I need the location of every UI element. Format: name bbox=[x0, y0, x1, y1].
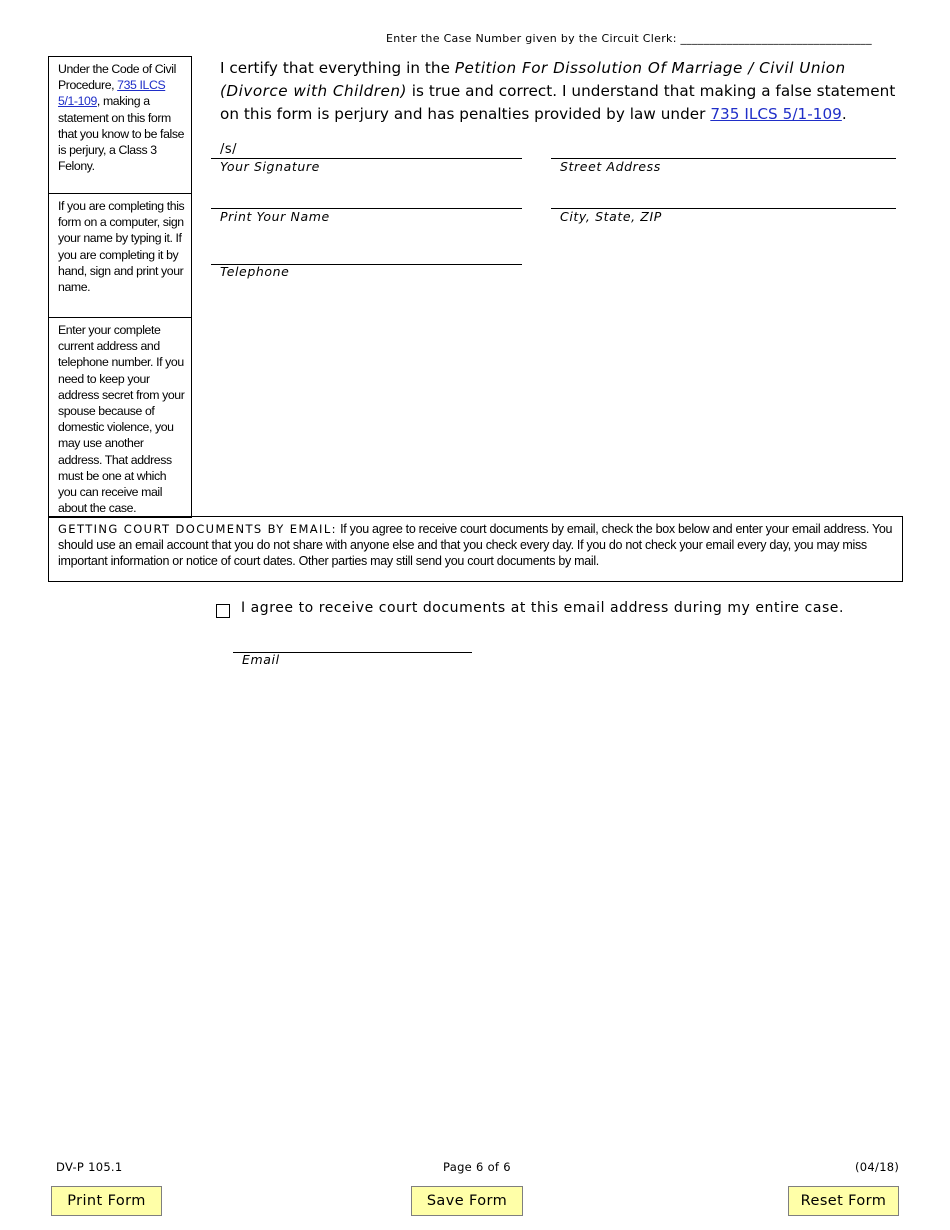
print-name-label: Print Your Name bbox=[220, 209, 330, 224]
instructions-sidebar bbox=[48, 56, 192, 518]
email-notice bbox=[48, 516, 903, 582]
signature-value: /s/ bbox=[220, 142, 238, 157]
petition-title: Petition For Dissolution Of Marriage / Civil Union (Divorce with Children) bbox=[220, 59, 846, 100]
email-consent-label: I agree to receive court documents at this email address during my entire case. bbox=[241, 600, 844, 616]
save-form-button[interactable]: Save Form bbox=[411, 1186, 523, 1216]
perjury-note: Under the Code of Civil Procedure, 735 ILCS 5/1-109, making a statement on this form that you know to be false is perjury, a Class 3 Felony. bbox=[58, 62, 185, 174]
statute-link-sidebar[interactable]: 735 ILCS 5/1-109 bbox=[58, 78, 166, 109]
certification-statement: I certify that everything in the Petition For Dissolution Of Marriage / Civil Union (Divorce with Children) is true and correct. I understand that making a false statement on this form is perjury and has penalties provided by law under 735 ILCS 5/1-109. bbox=[220, 59, 896, 123]
street-address-label: Street Address bbox=[560, 159, 661, 174]
statute-link[interactable]: 735 ILCS 5/1-109 bbox=[710, 105, 842, 123]
form-code: DV-P 105.1 bbox=[56, 1160, 123, 1174]
print-form-button[interactable]: Print Form bbox=[51, 1186, 162, 1216]
email-consent-checkbox[interactable] bbox=[216, 604, 230, 618]
email-notice-body: If you agree to receive court documents by email, check the box below and enter your email address. You should use an email account that you do not share with anyone else and that you check every day. If you do not check your email every day, you may miss important information or notice of court dates. Other parties may still send you court documents by mail. bbox=[58, 522, 893, 569]
signature-label: Your Signature bbox=[220, 159, 320, 174]
address-note: Enter your complete current address and telephone number. If you need to keep your address secret from your spouse because of domestic violence, you may use another address. That address must be one at which you can receive mail about the case. bbox=[49, 317, 191, 517]
telephone-label: Telephone bbox=[220, 264, 290, 279]
page-number: Page 6 of 6 bbox=[443, 1160, 511, 1174]
revision-date: (04/18) bbox=[855, 1160, 900, 1174]
city-state-zip-label: City, State, ZIP bbox=[560, 209, 662, 224]
signing-note: If you are completing this form on a computer, sign your name by typing it. If you are completing it by hand, sign and print your name. bbox=[49, 193, 191, 317]
case-number-prompt: Enter the Case Number given by the Circuit Clerk: _________________________________ bbox=[386, 32, 872, 45]
reset-form-button[interactable]: Reset Form bbox=[788, 1186, 899, 1216]
email-notice-heading: GETTING COURT DOCUMENTS BY EMAIL: bbox=[58, 522, 337, 536]
email-label: Email bbox=[242, 652, 280, 667]
